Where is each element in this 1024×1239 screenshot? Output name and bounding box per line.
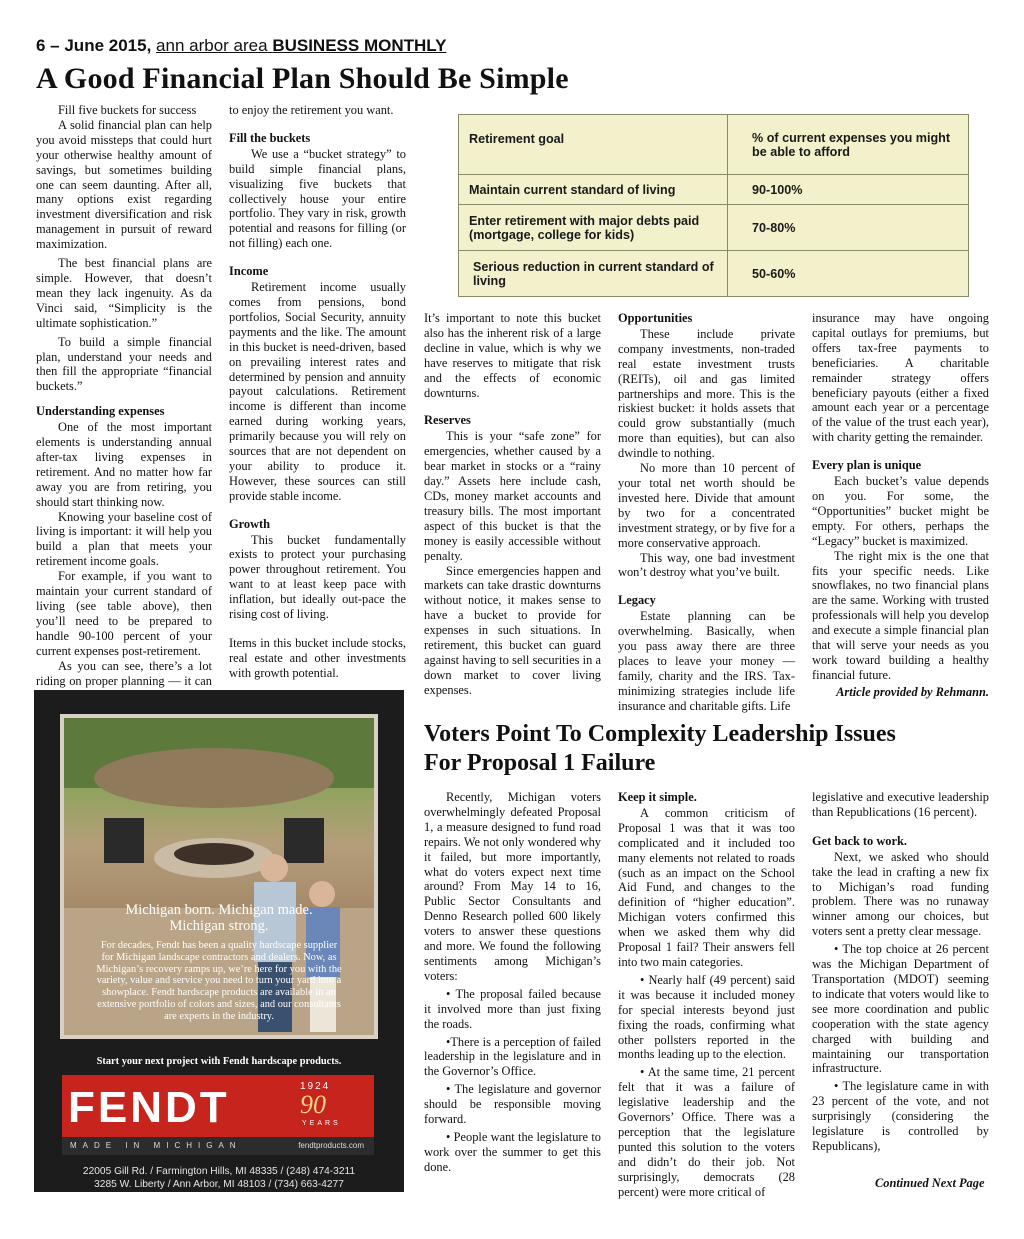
paragraph: A common criticism of Proposal 1 was that it was too complicated and it included too many elements not related to roads (such as an impact on the School Aid Fund, and changes to the definition of “higher education”. Michigan voters confirmed this when we asked them why did Proposal 1 fail? Their answers fell into two main categories. xyxy=(618,805,795,969)
article2-col2 xyxy=(618,790,795,1199)
paragraph: For example, if you want to maintain your current standard of living (see table above), then you’ll need to be prepared to handle 90-100 percent of your current expenses post-retirement. xyxy=(36,569,212,658)
logo-year: 1924 xyxy=(300,1081,331,1092)
paragraph: Recently, Michigan voters overwhelmingly defeated Proposal 1, a measure designed to fund road repairs. We not only wondered why it failed, but more importantly, what do voters expect next time around? From May 14 to 16, Public Sector Consultants and Denno Research polled 600 likely voters to answer these questions and more. We found the following sentiments among Michigan’s voters: xyxy=(424,790,601,983)
table-row xyxy=(459,175,969,205)
continued-next-page[interactable]: Continued Next Page xyxy=(875,1176,985,1190)
ad-tagline xyxy=(94,902,344,934)
subhead: Fill the buckets xyxy=(229,130,311,145)
fendt-advertisement[interactable] xyxy=(34,690,404,1192)
ad-body: For decades, Fendt has been a quality hardscape supplier for Michigan landscape contractors and dealers. Now, as Michigan’s recovery ramps up, we’re here for you with the variety, value and service you need to turn your yard into a showplace. Fendt hardscape products are available in an extensive portfolio of colors and sizes, and our consultants are experts in the industry. xyxy=(96,940,342,1022)
bullet: • At the same time, 21 percent felt that it was a failure of legislative leadership and the Governors’ Office. There was a perception that the legislature punted this solution to the voters and didn’t do their job. Not surprisingly, democrats (28 percent) were more critical of xyxy=(618,1065,795,1199)
publication-name: ann arbor area BUSINESS MONTHLY xyxy=(156,36,447,55)
bullet: • The legislature and governor should be responsible moving forward. xyxy=(424,1082,601,1127)
table-row xyxy=(459,205,969,251)
fire-pit-bowl xyxy=(174,843,254,865)
ad-tagline-line1: Michigan born. Michigan made. xyxy=(125,902,313,918)
ad-url[interactable]: fendtproducts.com xyxy=(298,1141,364,1150)
page-date: 6 – June 2015, xyxy=(36,36,152,55)
fendt-logo[interactable] xyxy=(62,1075,374,1137)
fendt-logo-word: FENDT xyxy=(68,1083,230,1132)
table-cell-goal: Maintain current standard of living xyxy=(459,175,728,205)
subhead: Legacy xyxy=(618,593,656,608)
article1-col4 xyxy=(618,311,795,714)
subhead: Get back to work. xyxy=(812,833,907,848)
bullet: •There is a perception of failed leadership in the legislature and in the Governor’s Office. xyxy=(424,1034,601,1079)
ad-cta[interactable]: Start your next project with Fendt hardscape products. xyxy=(96,1056,342,1067)
retirement-goals-table xyxy=(458,114,969,297)
logo-years-label: YEARS xyxy=(302,1120,341,1127)
patio-chair xyxy=(284,818,324,863)
subhead: Reserves xyxy=(424,413,471,428)
page-header xyxy=(36,36,446,56)
paragraph: No more than 10 percent of your total net worth should be invested here. Divide that amount by two for a concentrated investment strategy, or by five for a more conservative approach. xyxy=(618,461,795,550)
paragraph: The best financial plans are simple. However, that doesn’t mean they lack ingenuity. As da Vinci said, “Simplicity is the ultimate sophistication.” xyxy=(36,256,212,330)
table-cell-goal: Enter retirement with major debts paid (mortgage, college for kids) xyxy=(459,205,728,251)
ad-address-1: 22005 Gill Rd. / Farmington Hills, MI 48335 / (248) 474-3211 xyxy=(82,1166,356,1177)
subhead: Understanding expenses xyxy=(36,404,165,419)
table-cell-pct: 70-80% xyxy=(728,205,969,251)
paragraph: These include private company investments, non-traded real estate investment trusts (REITs), oil and gas limited partnerships and more. This is the riskiest bucket: it holds assets that could grow substantially (much more than equities), but can also dwindle to nothing. xyxy=(618,326,795,461)
paragraph: Knowing your baseline cost of living is important: it will help you build a plan that meets your retirement income goals. xyxy=(36,509,212,569)
article1-col1 xyxy=(36,103,212,703)
article1-headline: A Good Financial Plan Should Be Simple xyxy=(36,62,569,95)
paragraph: Each bucket’s value depends on you. For some, the “Opportunities” bucket might be empty. For others, perhaps the “Legacy” bucket is maximized. xyxy=(812,474,989,548)
patio-chair xyxy=(104,818,144,863)
logo-anniversary: 90 xyxy=(300,1090,326,1119)
made-in-label: MADE IN MICHIGAN xyxy=(70,1141,242,1150)
paragraph: Retirement income usually comes from pensions, bond portfolios, Social Security, annuity payments and the like. The amount in this bucket is need-driven, based on prevailing interest rates and determined by pension and annuity payout calculations. Retirement income is different than income earned during working years, primarily because you will rely on sources that are not dependent on your ability to produce it. However, these sources can still provide stable income. xyxy=(229,280,406,503)
man-head xyxy=(260,854,288,882)
paragraph: Estate planning can be overwhelming. Basically, when you pass away there are three places to leave your money — family, charity and the IRS. Tax-minimizing strategies include life insurance and charitable gifts. Life xyxy=(618,609,795,713)
article2-col1 xyxy=(424,790,601,1175)
paragraph: Items in this bucket include stocks, real estate and other investments with growth potential. xyxy=(229,636,406,680)
subhead: Income xyxy=(229,264,269,279)
table-cell-goal: Serious reduction in current standard of living xyxy=(459,251,728,297)
table-cell-pct: 50-60% xyxy=(728,251,969,297)
subhead: Keep it simple. xyxy=(618,790,697,804)
ad-tagline-line2: Michigan strong. xyxy=(169,918,269,934)
article2-headline: Voters Point To Complexity Leadership Issues For Proposal 1 Failure xyxy=(424,721,896,776)
ad-made-in-michigan xyxy=(62,1137,374,1155)
article1-col2 xyxy=(229,103,406,681)
bullet: • The proposal failed because it involved more than just fixing the roads. xyxy=(424,986,601,1031)
paragraph: This bucket fundamentally exists to protect your purchasing power throughout retirement. You want to at least keep pace with inflation, but ideally out-pace the rising cost of living. xyxy=(229,532,406,622)
article-credit: Article provided by Rehmann. xyxy=(836,684,989,699)
bullet: • The top choice at 26 percent was the Michigan Department of Transportation (MDOT) seeming to indicate that voters would like to see more coordination and public cooperation with the state agency charged with building and maintaining our transportation infrastructure. xyxy=(812,942,989,1076)
table-cell-pct: 90-100% xyxy=(728,175,969,205)
paragraph: to enjoy the retirement you want. xyxy=(229,103,394,117)
paragraph: A solid financial plan can help you avoid missteps that could hurt your otherwise healthy amount of savings, but sometimes building one can seem daunting. After all, many options exist regarding investment diversification and risk management in pursuit of reward maximization. xyxy=(36,117,212,252)
article1-col3 xyxy=(424,311,601,698)
table-row xyxy=(459,251,969,297)
paragraph: To build a simple financial plan, understand your needs and then fill the appropriate “financial buckets.” xyxy=(36,334,212,394)
paragraph: Since emergencies happen and markets can take drastic downturns without notice, it makes sense to have a bucket to provide for expenses in such situations. In retirement, this bucket can guard against having to sell securities in a down market to cover living expenses. xyxy=(424,563,601,697)
paragraph: Fill five buckets for success xyxy=(58,103,197,117)
bullet: • The legislature came in with 23 percent of the vote, and not surprisingly (considering the legislature is controlled by Republicans), xyxy=(812,1079,989,1153)
paragraph: This is your “safe zone” for emergencies, whether caused by a bear market in stocks or a “rainy day.” Assets here include cash, CDs, money market accounts and treasury bills. The most important aspect of this bucket is that the money is easily accessible without penalty. xyxy=(424,429,601,563)
table-header-goal: Retirement goal xyxy=(459,115,728,175)
article2-col3 xyxy=(812,790,989,1154)
paragraph: legislative and executive leadership than Republications (16 percent). xyxy=(812,790,989,819)
article1-col5 xyxy=(812,311,989,700)
subhead: Every plan is unique xyxy=(812,458,922,473)
bullet: • People want the legislature to work over the summer to get this done. xyxy=(424,1129,601,1174)
paragraph: insurance may have ongoing capital outlays for premiums, but offers tax-free payments to beneficiaries. A charitable remainder strategy offers beneficiary payouts (either a fixed amount each year or a percentage of the value of the trust each year), with charity getting the remainder. xyxy=(812,311,989,445)
stone-wall xyxy=(94,748,334,808)
paragraph: We use a “bucket strategy” to build simple financial plans, visualizing five buckets that collectively house your entire portfolio. They vary in risk, growth potential and reasons for filling (or not filling) each one. xyxy=(229,146,406,251)
paragraph: It’s important to note this bucket also has the inherent risk of a large decline in value, which is why we have reserves to mitigate that risk and the effects of economic downturns. xyxy=(424,311,601,400)
bullet: • Nearly half (49 percent) said it was because it included money for special interests beyond just fixing the roads, confirming what other pollsters reported in the months leading up to the election. xyxy=(618,972,795,1062)
paragraph: One of the most important elements is understanding annual after-tax living expenses in retirement. And no matter how far away you are from retiring, you should start thinking now. xyxy=(36,420,212,509)
paragraph: Next, we asked who should take the lead in crafting a new fix to Michigan’s road funding problem. There was no runaway winner among our choices, but voters sent a pretty clear message. xyxy=(812,849,989,939)
subhead: Opportunities xyxy=(618,311,693,325)
subhead: Growth xyxy=(229,516,271,531)
table-header-pct: % of current expenses you might be able to afford xyxy=(728,115,969,175)
table-header-row xyxy=(459,115,969,175)
paragraph: The right mix is the one that fits your specific needs. Like snowflakes, no two financial plans are the same. Working with trusted professionals will help you develop and execute a simple financial plan that will serve your needs as you work toward building a healthy financial future. xyxy=(812,548,989,682)
paragraph: This way, one bad investment won’t destroy what you’ve built. xyxy=(618,550,795,580)
ad-address-2: 3285 W. Liberty / Ann Arbor, MI 48103 / (734) 663-4277 xyxy=(94,1179,344,1190)
paragraph: As you can see, there’s a lot riding on proper planning — it can xyxy=(36,658,212,688)
